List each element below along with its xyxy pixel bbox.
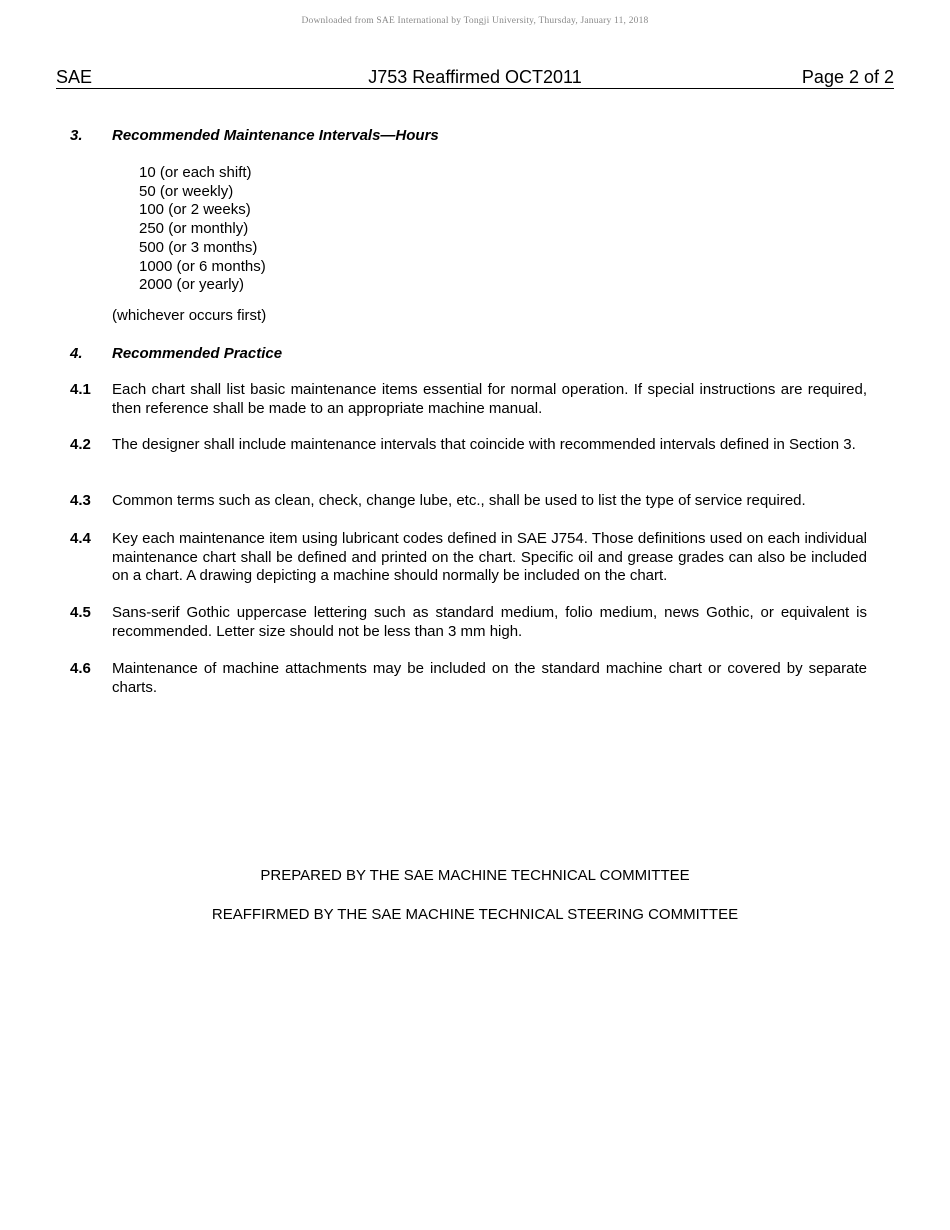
paragraph-number: 4.2: [70, 436, 91, 453]
paragraph-4-5: [70, 604, 867, 641]
reaffirmed-by-line: REAFFIRMED BY THE SAE MACHINE TECHNICAL STEERING COMMITTEE: [211, 906, 739, 923]
paragraph-number: 4.6: [70, 660, 91, 677]
paragraph-text: Sans-serif Gothic uppercase lettering such as standard medium, folio medium, news Gothic, or equivalent is recommended. Letter size should not be less than 3 mm high.: [112, 604, 867, 640]
prepared-by-line: PREPARED BY THE SAE MACHINE TECHNICAL COMMITTEE: [260, 867, 690, 884]
paragraph-text: Each chart shall list basic maintenance items essential for normal operation. If special instructions are required, then reference shall be made to an appropriate machine manual.: [112, 381, 867, 417]
section-title: Recommended Practice: [112, 345, 283, 362]
list-item: 2000 (or yearly): [139, 276, 245, 294]
section-number: 3.: [70, 127, 83, 144]
paragraph-text: Maintenance of machine attachments may be included on the standard machine chart or covered by separate charts.: [112, 660, 867, 696]
list-item: 50 (or weekly): [139, 182, 234, 200]
paragraph-number: 4.3: [70, 492, 91, 509]
list-item: 250 (or monthly): [139, 220, 249, 238]
paragraph-4-3: [70, 492, 867, 511]
document-id: J753 Reaffirmed OCT2011: [368, 67, 582, 87]
paragraph-text: Key each maintenance item using lubricant codes defined in SAE J754. Those definitions used on each individual maintenance chart shall be defined and printed on the chart. Specific oil and grease grades can also be included on a chart. A drawing depicting a machine should normally be included on the chart.: [112, 530, 867, 585]
section-number: 4.: [70, 345, 83, 362]
list-item: 10 (or each shift): [139, 164, 252, 181]
paragraph-number: 4.4: [70, 530, 91, 547]
paragraph-4-4: [70, 530, 867, 586]
paragraph-4-6: [70, 660, 867, 697]
interval-list: [139, 164, 266, 295]
paragraph-text: Common terms such as clean, check, change lube, etc., shall be used to list the type of service required.: [112, 492, 806, 509]
organization-label: SAE: [56, 67, 93, 87]
page-header: [56, 66, 894, 89]
paragraph-4-2: [70, 436, 867, 455]
paragraph-number: 4.1: [70, 381, 91, 398]
page-number: Page 2 of 2: [801, 67, 894, 87]
download-watermark: Downloaded from SAE International by Tongji University, Thursday, January 11, 2018: [301, 16, 649, 26]
interval-note: (whichever occurs first): [112, 307, 267, 324]
paragraph-number: 4.5: [70, 604, 91, 621]
list-item: 100 (or 2 weeks): [139, 201, 251, 219]
section-title: Recommended Maintenance Intervals—Hours: [112, 127, 439, 144]
list-item: 1000 (or 6 months): [139, 257, 266, 275]
paragraph-4-1: [70, 381, 867, 418]
paragraph-text: The designer shall include maintenance intervals that coincide with recommended intervals defined in Section 3.: [112, 436, 856, 453]
list-item: 500 (or 3 months): [139, 238, 258, 256]
